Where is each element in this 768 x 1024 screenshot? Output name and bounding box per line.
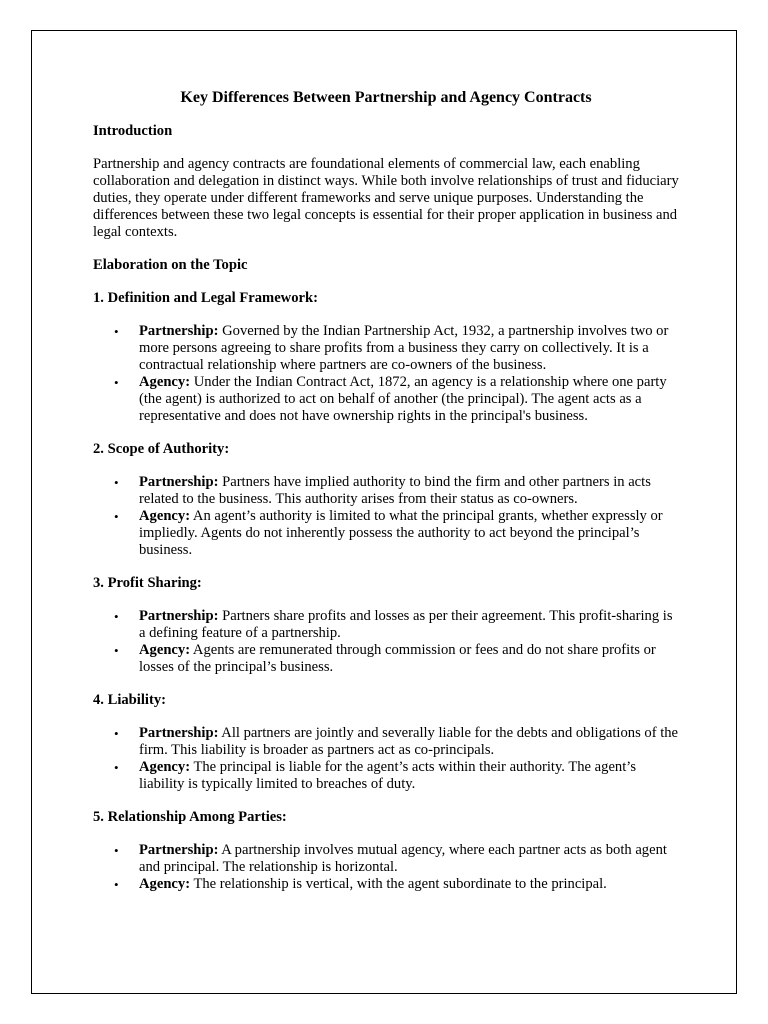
bullet-icon: •	[114, 760, 119, 775]
item-term: Agency:	[139, 374, 191, 390]
item-text: Partners have implied authority to bind the firm and other partners in acts related to the business. This authority arises from their status as co-owners.	[139, 474, 651, 507]
item-text: An agent’s authority is limited to what the principal grants, whether expressly or impliedly. Agents do not inherently possess the authority to act beyond the principal’s business.	[139, 508, 663, 558]
item-text: All partners are jointly and severally liable for the debts and obligations of the firm. This liability is broader as partners act as co-principals.	[139, 725, 679, 758]
section-list-liability	[93, 725, 679, 793]
document-body	[93, 88, 679, 909]
bullet-icon: •	[114, 375, 119, 390]
item-text: Under the Indian Contract Act, 1872, an agency is a relationship where one party (the agent) is authorized to act on behalf of another (the principal). The agent acts as a representative and does not have ownership rights in the principal's business.	[139, 374, 667, 424]
list-item	[93, 508, 679, 559]
list-item	[93, 842, 679, 876]
item-term: Agency:	[139, 876, 191, 892]
list-item	[93, 725, 679, 759]
section-heading-authority: 2. Scope of Authority:	[93, 441, 230, 457]
intro-heading: Introduction	[93, 123, 173, 139]
item-text: The relationship is vertical, with the agent subordinate to the principal.	[190, 876, 607, 892]
item-term: Partnership:	[139, 323, 219, 339]
item-term: Partnership:	[139, 725, 219, 741]
section-list-relationship	[93, 842, 679, 893]
item-term: Partnership:	[139, 474, 219, 490]
list-item	[93, 608, 679, 642]
list-item	[93, 876, 679, 893]
bullet-icon: •	[114, 324, 119, 339]
item-text: Partners share profits and losses as per their agreement. This profit-sharing is a defining feature of a partnership.	[139, 608, 673, 641]
list-item	[93, 474, 679, 508]
item-term: Agency:	[139, 759, 191, 775]
elaboration-heading: Elaboration on the Topic	[93, 257, 248, 273]
list-item	[93, 374, 679, 425]
bullet-icon: •	[114, 643, 119, 658]
item-term: Partnership:	[139, 842, 219, 858]
section-heading-relationship: 5. Relationship Among Parties:	[93, 809, 287, 825]
item-term: Agency:	[139, 508, 191, 524]
item-term: Agency:	[139, 642, 191, 658]
bullet-icon: •	[114, 509, 119, 524]
list-item	[93, 642, 679, 676]
item-text: A partnership involves mutual agency, where each partner acts as both agent and principal. The relationship is horizontal.	[139, 842, 667, 875]
section-list-authority	[93, 474, 679, 559]
bullet-icon: •	[114, 843, 119, 858]
section-heading-profit-sharing: 3. Profit Sharing:	[93, 575, 202, 591]
list-item	[93, 759, 679, 793]
document-title: Key Differences Between Partnership and Agency Contracts	[180, 89, 592, 106]
section-heading-definition: 1. Definition and Legal Framework:	[93, 290, 318, 306]
item-text: Agents are remunerated through commission or fees and do not share profits or losses of the principal’s business.	[139, 642, 656, 675]
item-text: Governed by the Indian Partnership Act, 1932, a partnership involves two or more persons agreeing to share profits from a business they carry on collectively. It is a contractual relationship where partners are co-owners of the business.	[139, 323, 669, 373]
item-term: Partnership:	[139, 608, 219, 624]
item-text: The principal is liable for the agent’s acts within their authority. The agent’s liability is typically limited to breaches of duty.	[139, 759, 637, 792]
bullet-icon: •	[114, 877, 119, 892]
section-list-definition	[93, 323, 679, 425]
bullet-icon: •	[114, 609, 119, 624]
bullet-icon: •	[114, 726, 119, 741]
intro-paragraph: Partnership and agency contracts are foundational elements of commercial law, each enabling collaboration and delegation in distinct ways. While both involve relationships of trust and fiduciary duties, they operate under different frameworks and serve unique purposes. Understanding the differences between these two legal concepts is essential for their proper application in business and legal contexts.	[93, 156, 679, 240]
list-item	[93, 323, 679, 374]
section-list-profit-sharing	[93, 608, 679, 676]
section-heading-liability: 4. Liability:	[93, 692, 166, 708]
bullet-icon: •	[114, 475, 119, 490]
